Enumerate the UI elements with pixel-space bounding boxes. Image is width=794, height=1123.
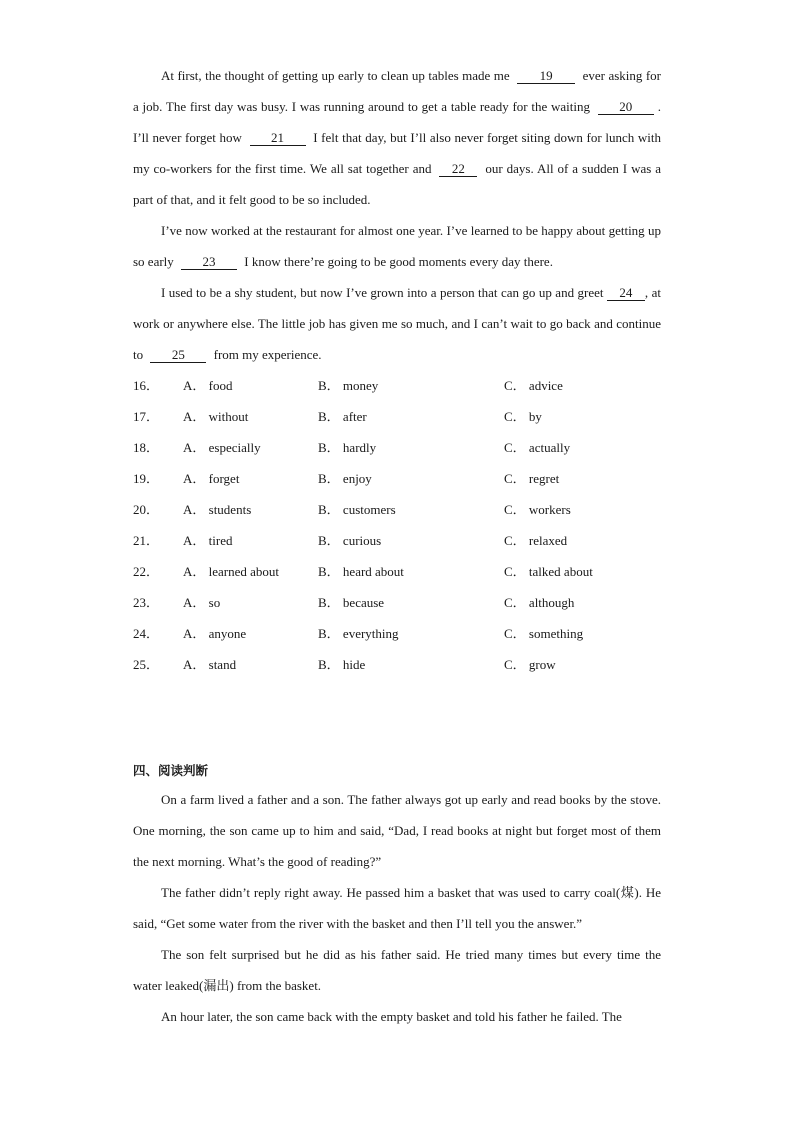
option-c[interactable]: C． actually: [504, 440, 571, 455]
option-row: [133, 618, 661, 649]
option-b[interactable]: B． hardly: [318, 440, 377, 455]
option-c[interactable]: C． talked about: [504, 564, 593, 579]
option-c[interactable]: C． grow: [504, 657, 556, 672]
question-number: 18．: [133, 440, 160, 455]
option-b[interactable]: B． enjoy: [318, 471, 372, 486]
text-run: I know there’re going to be good moments every day there.: [244, 254, 553, 269]
option-b[interactable]: B． heard about: [318, 564, 404, 579]
blank-19: 19: [517, 69, 575, 84]
blank-22: 22: [439, 162, 477, 177]
text-run: I’ve now worked at the restaurant for almost one year. I’ve learned to be happy about getting up so early: [133, 223, 661, 269]
option-c[interactable]: C． regret: [504, 471, 560, 486]
blank-24: 24: [607, 286, 645, 301]
option-a[interactable]: A． forget: [183, 471, 240, 486]
text-run: I felt that day, but I’ll also never forget siting down for lunch with my co-workers for the first time. We all sat together and: [133, 130, 661, 176]
option-b[interactable]: B． hide: [318, 657, 366, 672]
text-run: . I’ll never forget how: [133, 99, 661, 145]
option-row: [133, 401, 661, 432]
option-a[interactable]: A． without: [183, 409, 249, 424]
reading-paragraph: On a farm lived a father and a son. The father always got up early and read books by the stove. One morning, the son came up to him and said, “Dad, I read books at night but forget most of them the next morning. What’s the good of reading?”: [133, 792, 661, 869]
answer-options: [133, 370, 661, 680]
text-run: our days. All of a sudden I was a part of that, and it felt good to be so included.: [133, 161, 662, 207]
text-run: , at work or anywhere else. The little job has given me so much, and I can’t wait to go back and continue to: [133, 285, 661, 362]
option-row: [133, 649, 661, 680]
option-row: [133, 432, 661, 463]
option-b[interactable]: B． because: [318, 595, 385, 610]
option-row: [133, 587, 661, 618]
option-b[interactable]: B． curious: [318, 533, 382, 548]
question-number: 23．: [133, 595, 160, 610]
option-a[interactable]: A． learned about: [183, 564, 280, 579]
blank-21: 21: [250, 131, 306, 146]
option-b[interactable]: B． customers: [318, 502, 396, 517]
passage-paragraph-3: [133, 277, 661, 370]
blank-25: 25: [150, 348, 206, 363]
document-page: [133, 60, 661, 1032]
option-a[interactable]: A． especially: [183, 440, 261, 455]
option-a[interactable]: A． so: [183, 595, 221, 610]
option-b[interactable]: B． everything: [318, 626, 399, 641]
option-a[interactable]: A． students: [183, 502, 252, 517]
option-c[interactable]: C． something: [504, 626, 584, 641]
option-c[interactable]: C． relaxed: [504, 533, 568, 548]
option-row: [133, 370, 661, 401]
question-number: 22．: [133, 564, 160, 579]
option-c[interactable]: C． by: [504, 409, 542, 424]
question-number: 25．: [133, 657, 160, 672]
text-run: At first, the thought of getting up early to clean up tables made me: [161, 68, 510, 83]
question-number: 21．: [133, 533, 160, 548]
text-run: I used to be a shy student, but now I’ve grown into a person that can go up and greet: [161, 285, 604, 300]
option-a[interactable]: A． food: [183, 378, 233, 393]
passage-paragraph-2: [133, 215, 661, 277]
blank-20: 20: [598, 100, 654, 115]
option-a[interactable]: A． stand: [183, 657, 237, 672]
reading-paragraph: The son felt surprised but he did as his father said. He tried many times but every time the water leaked(漏出) from the basket.: [133, 947, 661, 993]
option-row: [133, 494, 661, 525]
option-a[interactable]: A． tired: [183, 533, 233, 548]
text-run: ever asking for a job. The first day was busy. I was running around to get a table ready for the waiting: [133, 68, 662, 114]
option-c[interactable]: C． although: [504, 595, 575, 610]
option-a[interactable]: A． anyone: [183, 626, 247, 641]
option-c[interactable]: C． advice: [504, 378, 563, 393]
option-row: [133, 525, 661, 556]
question-number: 19．: [133, 471, 160, 486]
option-b[interactable]: B． after: [318, 409, 367, 424]
option-c[interactable]: C． workers: [504, 502, 571, 517]
reading-paragraph: An hour later, the son came back with the empty basket and told his father he failed. The: [161, 1009, 622, 1024]
option-row: [133, 556, 661, 587]
question-number: 20．: [133, 502, 160, 517]
question-number: 16．: [133, 378, 160, 393]
passage-paragraph-1: [133, 60, 661, 215]
blank-23: 23: [181, 255, 237, 270]
option-b[interactable]: B． money: [318, 378, 379, 393]
section-heading: 四、阅读判断: [133, 763, 209, 778]
text-run: from my experience.: [213, 347, 322, 362]
question-number: 24．: [133, 626, 160, 641]
option-row: [133, 463, 661, 494]
reading-paragraph: The father didn’t reply right away. He passed him a basket that was used to carry coal(煤). He said, “Get some water from the river with the basket and then I’ll tell you the answer.”: [133, 885, 661, 931]
question-number: 17．: [133, 409, 160, 424]
